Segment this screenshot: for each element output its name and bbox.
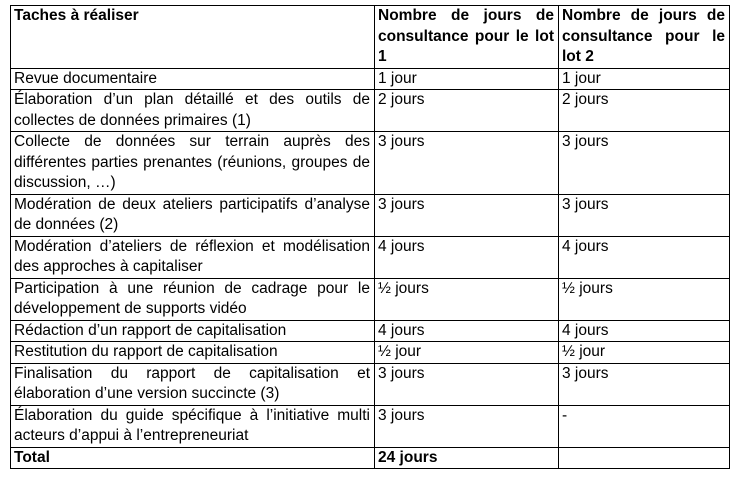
table-header-row: [11, 6, 730, 69]
lot1-days-cell: ½ jour: [375, 342, 559, 364]
table-row: [11, 320, 730, 342]
table-row: [11, 405, 730, 447]
lot2-days-cell: ½ jours: [559, 278, 730, 320]
table-row: [11, 68, 730, 90]
table-row: [11, 342, 730, 364]
task-cell: Modération d’ateliers de réflexion et modélisation des approches à capitaliser: [11, 236, 375, 278]
task-cell: Modération de deux ateliers participatifs d’analyse de données (2): [11, 194, 375, 236]
lot2-days-cell: 4 jours: [559, 320, 730, 342]
total-row: [11, 447, 730, 469]
lot2-days-cell: 3 jours: [559, 194, 730, 236]
header-lot1-days: Nombre de jours de consultance pour le lot 1: [375, 6, 559, 69]
total-label: Total: [11, 447, 375, 469]
table-row: [11, 236, 730, 278]
task-cell: Collecte de données sur terrain auprès des différentes parties prenantes (réunions, groupes de discussion, …): [11, 132, 375, 195]
table-row: [11, 132, 730, 195]
lot1-days-cell: 3 jours: [375, 405, 559, 447]
lot2-days-cell: 3 jours: [559, 132, 730, 195]
header-lot2-days: Nombre de jours de consultance pour le lot 2: [559, 6, 730, 69]
lot2-days-cell: 4 jours: [559, 236, 730, 278]
task-cell: Élaboration du guide spécifique à l’initiative multi acteurs d’appui à l’entrepreneuriat: [11, 405, 375, 447]
task-cell: Revue documentaire: [11, 68, 375, 90]
table-row: [11, 363, 730, 405]
table-row: [11, 90, 730, 132]
lot1-days-cell: 4 jours: [375, 320, 559, 342]
task-cell: Finalisation du rapport de capitalisation et élaboration d’une version succincte (3): [11, 363, 375, 405]
total-lot1-days: 24 jours: [375, 447, 559, 469]
lot2-days-cell: 2 jours: [559, 90, 730, 132]
table-row: [11, 278, 730, 320]
task-cell: Rédaction d’un rapport de capitalisation: [11, 320, 375, 342]
lot2-days-cell: 1 jour: [559, 68, 730, 90]
lot2-days-cell: -: [559, 405, 730, 447]
table-row: [11, 194, 730, 236]
lot2-days-cell: 3 jours: [559, 363, 730, 405]
lot1-days-cell: 1 jour: [375, 68, 559, 90]
lot1-days-cell: 4 jours: [375, 236, 559, 278]
lot1-days-cell: 3 jours: [375, 194, 559, 236]
lot1-days-cell: 3 jours: [375, 363, 559, 405]
header-tasks: Taches à réaliser: [11, 6, 375, 69]
task-cell: Restitution du rapport de capitalisation: [11, 342, 375, 364]
lot2-days-cell: ½ jour: [559, 342, 730, 364]
lot1-days-cell: 3 jours: [375, 132, 559, 195]
lot1-days-cell: ½ jours: [375, 278, 559, 320]
lot1-days-cell: 2 jours: [375, 90, 559, 132]
total-lot2-days: [559, 447, 730, 469]
task-cell: Élaboration d’un plan détaillé et des outils de collectes de données primaires (1): [11, 90, 375, 132]
task-cell: Participation à une réunion de cadrage pour le développement de supports vidéo: [11, 278, 375, 320]
consultancy-days-table: [10, 5, 730, 469]
